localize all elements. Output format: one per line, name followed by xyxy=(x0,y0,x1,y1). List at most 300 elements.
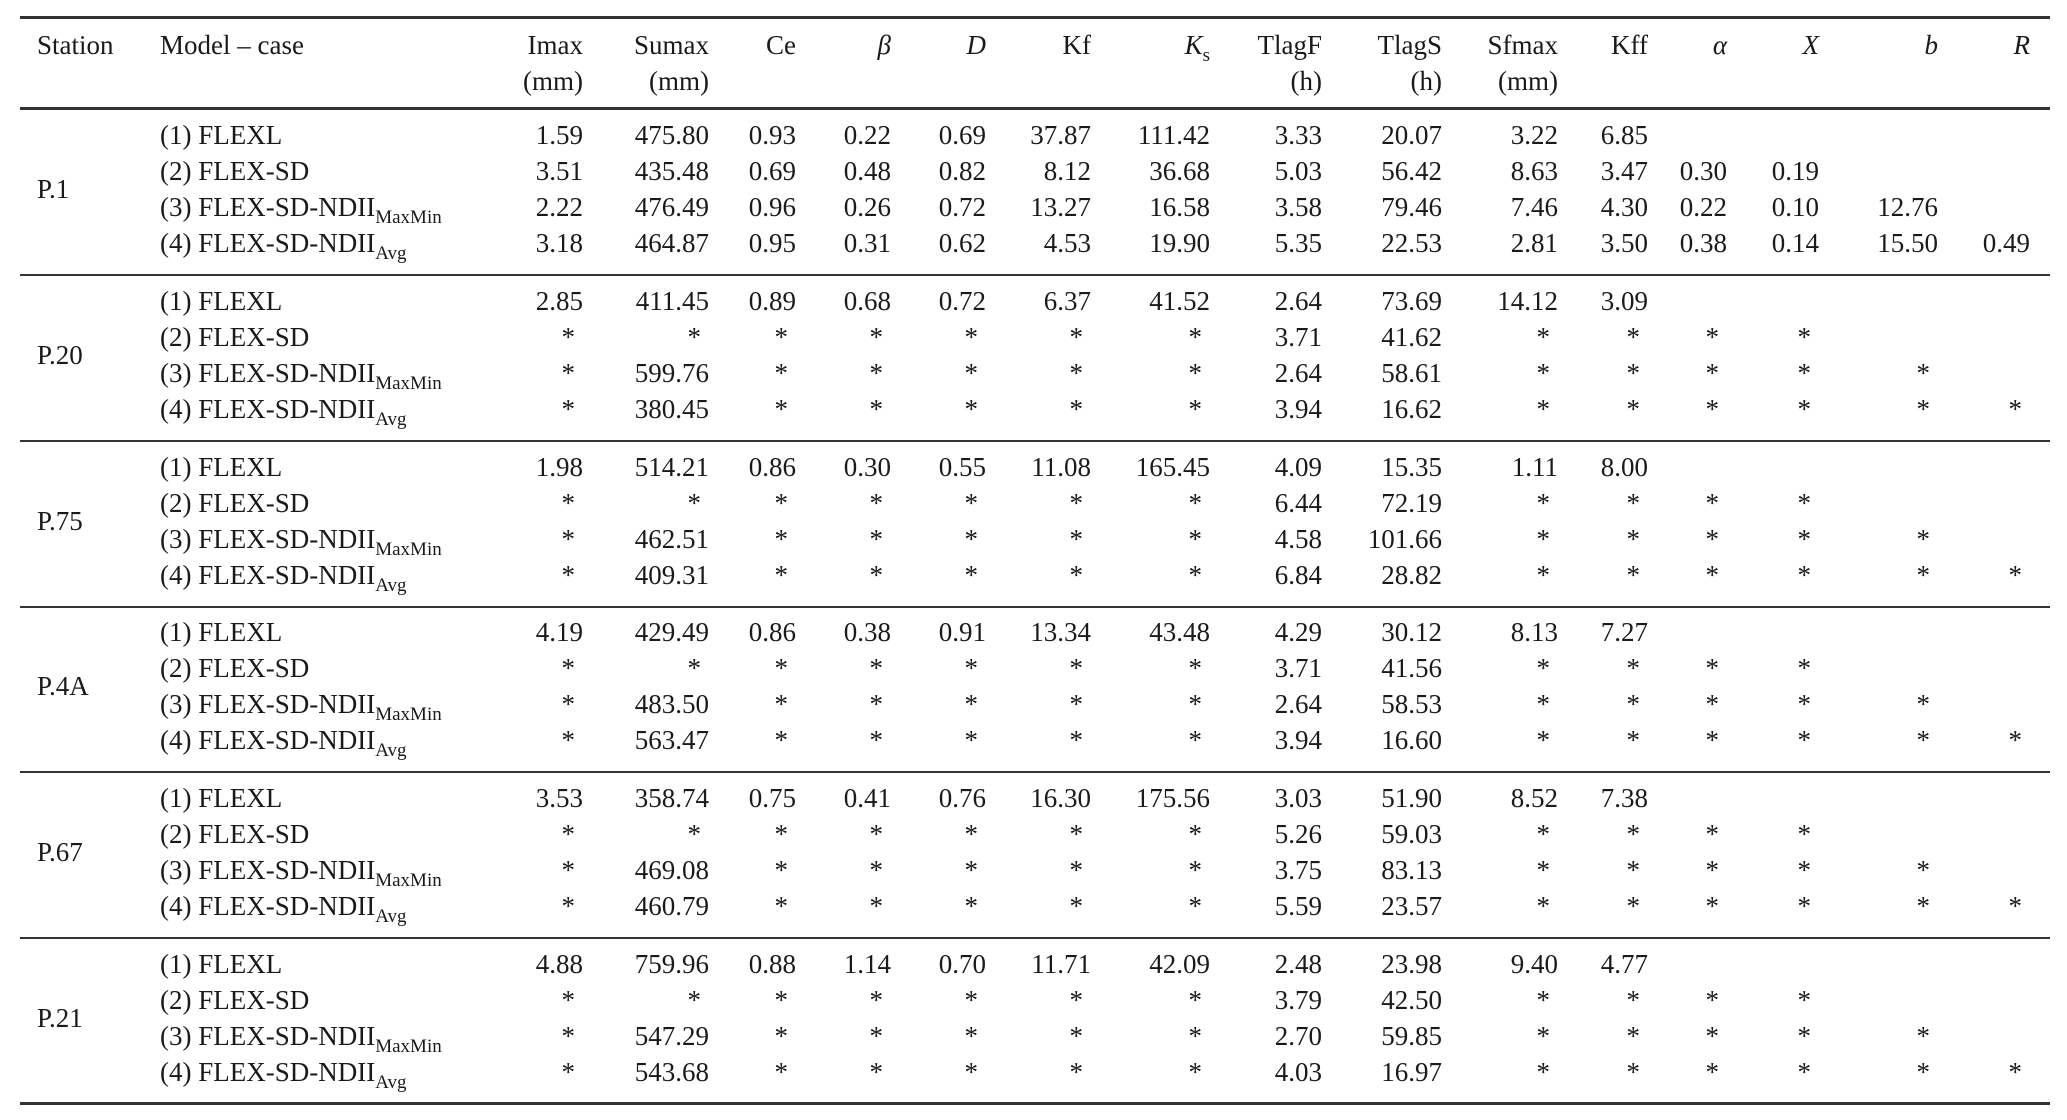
station-label: P.1 xyxy=(37,174,70,204)
table-cell-d: * xyxy=(964,488,978,518)
table-cell-kff: 3.47 xyxy=(1600,156,1648,186)
table-cell-ks: * xyxy=(1188,725,1202,755)
table-cell-alpha: * xyxy=(1705,653,1719,683)
table-cell-r: * xyxy=(2008,891,2022,921)
table-cell-tlagf: 5.03 xyxy=(1274,156,1322,186)
table-cell-sfmax: * xyxy=(1536,891,1550,921)
table-cell-kff: * xyxy=(1626,985,1640,1015)
table-cell-sumax: 429.49 xyxy=(634,617,709,647)
table-cell-d: * xyxy=(964,560,978,590)
model-subscript: MaxMin xyxy=(375,373,442,394)
model-case-label xyxy=(160,1018,442,1057)
table-cell-tlags: 23.98 xyxy=(1381,949,1442,979)
table-cell-b: * xyxy=(1916,524,1930,554)
table-cell-beta: 0.41 xyxy=(843,783,891,813)
table-cell-tlagf: 5.35 xyxy=(1274,228,1322,258)
table-cell-beta: * xyxy=(869,985,883,1015)
table-cell-kf: * xyxy=(1069,1057,1083,1087)
model-name: (2) FLEX-SD xyxy=(160,488,310,518)
model-case-label xyxy=(160,686,442,725)
table-cell-beta: 0.48 xyxy=(843,156,891,186)
table-cell-b: * xyxy=(1916,394,1930,424)
table-cell-kf: * xyxy=(1069,394,1083,424)
table-cell-sfmax: * xyxy=(1536,322,1550,352)
table-cell-tlagf: 5.26 xyxy=(1274,819,1322,849)
model-case-label xyxy=(160,283,282,319)
table-cell-d: * xyxy=(964,819,978,849)
table-cell-ce: * xyxy=(774,394,788,424)
top-rule xyxy=(20,16,2050,19)
table-cell-r: * xyxy=(2008,725,2022,755)
table-cell-ks: * xyxy=(1188,322,1202,352)
table-cell-ks: * xyxy=(1188,985,1202,1015)
table-cell-tlagf: 2.64 xyxy=(1274,358,1322,388)
table-cell-sumax: * xyxy=(687,488,701,518)
table-cell-alpha: * xyxy=(1705,985,1719,1015)
table-cell-alpha: * xyxy=(1705,1057,1719,1087)
table-cell-ks: 16.58 xyxy=(1149,192,1210,222)
table-cell-imax: * xyxy=(561,524,575,554)
table-cell-tlagf: 3.03 xyxy=(1274,783,1322,813)
table-cell-beta: 0.31 xyxy=(843,228,891,258)
table-cell-tlagf: 3.71 xyxy=(1274,322,1322,352)
table-cell-tlags: 79.46 xyxy=(1381,192,1442,222)
table-cell-d: * xyxy=(964,653,978,683)
table-cell-ce: * xyxy=(774,358,788,388)
table-cell-kff: 8.00 xyxy=(1600,452,1648,482)
table-cell-ce: 0.88 xyxy=(748,949,796,979)
table-cell-sfmax: 8.52 xyxy=(1510,783,1558,813)
table-cell-x: 0.14 xyxy=(1771,228,1819,258)
table-cell-kff: 7.38 xyxy=(1600,783,1648,813)
table-cell-sumax: 563.47 xyxy=(634,725,709,755)
table-cell-b: 12.76 xyxy=(1877,192,1938,222)
model-name: (2) FLEX-SD xyxy=(160,653,310,683)
table-cell-d: 0.72 xyxy=(938,286,986,316)
table-cell-ce: * xyxy=(774,689,788,719)
model-case-label xyxy=(160,722,407,761)
table-cell-ks: * xyxy=(1188,524,1202,554)
table-cell-tlags: 22.53 xyxy=(1381,228,1442,258)
header-tlagf xyxy=(1192,27,1322,99)
table-cell-r: * xyxy=(2008,1057,2022,1087)
model-name: (1) FLEXL xyxy=(160,286,283,316)
table-cell-ce: 0.86 xyxy=(748,452,796,482)
table-cell-d: * xyxy=(964,394,978,424)
table-cell-imax: * xyxy=(561,1057,575,1087)
table-cell-sfmax: * xyxy=(1536,855,1550,885)
table-cell-tlagf: 6.84 xyxy=(1274,560,1322,590)
table-cell-sumax: 411.45 xyxy=(635,286,709,316)
header-rule xyxy=(20,107,2050,110)
table-cell-kff: * xyxy=(1626,394,1640,424)
table-cell-sfmax: * xyxy=(1536,488,1550,518)
table-cell-kff: 4.77 xyxy=(1600,949,1648,979)
table-cell-beta: * xyxy=(869,358,883,388)
table-cell-tlags: 41.56 xyxy=(1381,653,1442,683)
group-rule xyxy=(20,937,2050,939)
table-cell-d: * xyxy=(964,524,978,554)
table-cell-ce: 0.69 xyxy=(748,156,796,186)
model-name: (2) FLEX-SD xyxy=(160,322,310,352)
table-cell-beta: * xyxy=(869,524,883,554)
table-cell-sfmax: 3.22 xyxy=(1510,120,1558,150)
table-cell-b: * xyxy=(1916,358,1930,388)
table-cell-sumax: 435.48 xyxy=(634,156,709,186)
table-cell-beta: 0.30 xyxy=(843,452,891,482)
table-cell-tlags: 101.66 xyxy=(1367,524,1442,554)
header-x xyxy=(1689,27,1819,63)
table-cell-ks: * xyxy=(1188,1057,1202,1087)
table-cell-tlags: 23.57 xyxy=(1381,891,1442,921)
header-station: Station xyxy=(37,30,114,60)
table-cell-imax: * xyxy=(561,488,575,518)
table-cell-d: * xyxy=(964,855,978,885)
table-cell-kf: * xyxy=(1069,891,1083,921)
table-cell-alpha: * xyxy=(1705,855,1719,885)
model-case-label xyxy=(160,355,442,394)
table-cell-tlagf: 3.94 xyxy=(1274,725,1322,755)
model-name: (4) FLEX-SD-NDII xyxy=(160,560,376,590)
table-cell-b: * xyxy=(1916,689,1930,719)
table-cell-b: * xyxy=(1916,1021,1930,1051)
table-cell-tlagf: 3.71 xyxy=(1274,653,1322,683)
table-cell-sfmax: 7.46 xyxy=(1510,192,1558,222)
table-cell-x: * xyxy=(1797,524,1811,554)
table-cell-alpha: * xyxy=(1705,358,1719,388)
model-case-label xyxy=(160,946,282,982)
table-cell-kf: * xyxy=(1069,1021,1083,1051)
station-label: P.75 xyxy=(37,506,83,536)
table-cell-ce: * xyxy=(774,524,788,554)
group-rule xyxy=(20,771,2050,773)
table-cell-x: * xyxy=(1797,653,1811,683)
table-cell-tlagf: 3.33 xyxy=(1274,120,1322,150)
table-cell-d: 0.72 xyxy=(938,192,986,222)
table-cell-tlags: 58.53 xyxy=(1381,689,1442,719)
model-subscript: Avg xyxy=(375,906,407,927)
model-name: (1) FLEXL xyxy=(160,617,283,647)
model-name: (3) FLEX-SD-NDII xyxy=(160,524,376,554)
table-cell-kf: 13.27 xyxy=(1030,192,1091,222)
table-cell-sfmax: * xyxy=(1536,394,1550,424)
model-case-label xyxy=(160,852,442,891)
table-cell-tlags: 59.85 xyxy=(1381,1021,1442,1051)
table-cell-alpha: 0.22 xyxy=(1679,192,1727,222)
table-cell-imax: 3.18 xyxy=(535,228,583,258)
table-cell-ce: * xyxy=(774,322,788,352)
table-cell-sfmax: * xyxy=(1536,653,1550,683)
table-cell-tlags: 83.13 xyxy=(1381,855,1442,885)
table-cell-sfmax: * xyxy=(1536,358,1550,388)
model-case-label xyxy=(160,319,309,355)
table-cell-ks: 36.68 xyxy=(1149,156,1210,186)
table-cell-tlagf: 3.75 xyxy=(1274,855,1322,885)
table-cell-sfmax: 1.11 xyxy=(1511,452,1558,482)
table-cell-kff: * xyxy=(1626,891,1640,921)
table-cell-x: * xyxy=(1797,322,1811,352)
header-tlagf-unit: (h) xyxy=(1290,66,1322,96)
table-cell-sfmax: * xyxy=(1536,560,1550,590)
table-cell-kff: * xyxy=(1626,855,1640,885)
table-cell-kf: 13.34 xyxy=(1030,617,1091,647)
header-imax-label: Imax xyxy=(527,30,583,60)
table-cell-sumax: 475.80 xyxy=(634,120,709,150)
table-cell-ce: * xyxy=(774,985,788,1015)
table-cell-beta: * xyxy=(869,322,883,352)
group-rule xyxy=(20,440,2050,442)
table-cell-tlags: 59.03 xyxy=(1381,819,1442,849)
model-name: (2) FLEX-SD xyxy=(160,156,310,186)
table-cell-ks: * xyxy=(1188,689,1202,719)
table-cell-ks: * xyxy=(1188,560,1202,590)
header-kf xyxy=(961,27,1091,63)
table-cell-tlags: 16.97 xyxy=(1381,1057,1442,1087)
table-cell-ce: 0.95 xyxy=(748,228,796,258)
table-cell-x: * xyxy=(1797,1057,1811,1087)
table-cell-beta: 0.68 xyxy=(843,286,891,316)
header-ks-subscript: s xyxy=(1202,45,1210,66)
table-cell-kf: * xyxy=(1069,524,1083,554)
table-cell-imax: * xyxy=(561,322,575,352)
table-cell-kf: 11.08 xyxy=(1031,452,1091,482)
table-cell-ce: 0.96 xyxy=(748,192,796,222)
table-cell-kf: 8.12 xyxy=(1043,156,1091,186)
table-cell-beta: * xyxy=(869,855,883,885)
model-name: (1) FLEXL xyxy=(160,120,283,150)
table-cell-d: * xyxy=(964,891,978,921)
table-cell-ce: * xyxy=(774,725,788,755)
table-cell-sumax: 380.45 xyxy=(634,394,709,424)
header-ce-label: Ce xyxy=(766,30,796,60)
model-case-label xyxy=(160,1054,407,1093)
table-cell-imax: * xyxy=(561,560,575,590)
table-cell-kff: * xyxy=(1626,488,1640,518)
model-name: (1) FLEXL xyxy=(160,783,283,813)
table-cell-sfmax: 8.63 xyxy=(1510,156,1558,186)
table-cell-sumax: * xyxy=(687,819,701,849)
table-cell-kf: 11.71 xyxy=(1031,949,1091,979)
table-cell-kff: * xyxy=(1626,322,1640,352)
table-cell-ce: * xyxy=(774,855,788,885)
model-name: (1) FLEXL xyxy=(160,452,283,482)
table-cell-ks: * xyxy=(1188,1021,1202,1051)
table-cell-x: * xyxy=(1797,1021,1811,1051)
header-beta-label: β xyxy=(877,30,891,60)
table-cell-kf: * xyxy=(1069,560,1083,590)
table-cell-tlags: 56.42 xyxy=(1381,156,1442,186)
table-cell-x: * xyxy=(1797,725,1811,755)
table-cell-x: * xyxy=(1797,819,1811,849)
table-cell-d: * xyxy=(964,358,978,388)
table-cell-beta: 0.38 xyxy=(843,617,891,647)
table-cell-x: * xyxy=(1797,394,1811,424)
model-name: (3) FLEX-SD-NDII xyxy=(160,1021,376,1051)
table-cell-sumax: 409.31 xyxy=(634,560,709,590)
model-subscript: Avg xyxy=(375,740,407,761)
table-cell-sfmax: * xyxy=(1536,725,1550,755)
table-cell-alpha: * xyxy=(1705,394,1719,424)
table-cell-tlags: 15.35 xyxy=(1381,452,1442,482)
table-cell-ce: * xyxy=(774,819,788,849)
table-cell-sfmax: * xyxy=(1536,1057,1550,1087)
table-cell-ce: * xyxy=(774,560,788,590)
table-cell-sfmax: * xyxy=(1536,985,1550,1015)
model-subscript: Avg xyxy=(375,575,407,596)
table-cell-alpha: 0.38 xyxy=(1679,228,1727,258)
table-cell-kf: 4.53 xyxy=(1043,228,1091,258)
table-cell-beta: 1.14 xyxy=(843,949,891,979)
model-name: (3) FLEX-SD-NDII xyxy=(160,358,376,388)
table-cell-sfmax: * xyxy=(1536,1021,1550,1051)
model-name: (3) FLEX-SD-NDII xyxy=(160,855,376,885)
model-subscript: MaxMin xyxy=(375,1036,442,1057)
table-cell-alpha: * xyxy=(1705,560,1719,590)
table-cell-tlags: 72.19 xyxy=(1381,488,1442,518)
table-cell-beta: * xyxy=(869,488,883,518)
model-name: (2) FLEX-SD xyxy=(160,985,310,1015)
header-sfmax-unit: (mm) xyxy=(1498,66,1558,96)
header-sumax-unit: (mm) xyxy=(649,66,709,96)
table-cell-d: * xyxy=(964,322,978,352)
table-cell-sumax: 460.79 xyxy=(634,891,709,921)
table-cell-sfmax: 14.12 xyxy=(1497,286,1558,316)
table-cell-r: 0.49 xyxy=(1982,228,2030,258)
table-cell-r: * xyxy=(2008,560,2022,590)
table-cell-kff: * xyxy=(1626,524,1640,554)
table-cell-imax: * xyxy=(561,855,575,885)
table-cell-imax: 3.51 xyxy=(535,156,583,186)
model-case-label xyxy=(160,614,282,650)
model-case-label xyxy=(160,521,442,560)
model-name: (4) FLEX-SD-NDII xyxy=(160,228,376,258)
header-sumax-label: Sumax xyxy=(633,30,709,60)
table-cell-kff: * xyxy=(1626,560,1640,590)
table-cell-ce: 0.93 xyxy=(748,120,796,150)
table-cell-kf: * xyxy=(1069,653,1083,683)
model-subscript: MaxMin xyxy=(375,207,442,228)
table-cell-imax: 1.98 xyxy=(535,452,583,482)
model-case-label xyxy=(160,449,282,485)
model-case-label xyxy=(160,391,407,430)
table-cell-x: * xyxy=(1797,560,1811,590)
table-cell-tlagf: 2.70 xyxy=(1274,1021,1322,1051)
table-cell-sumax: 476.49 xyxy=(634,192,709,222)
model-name: (1) FLEXL xyxy=(160,949,283,979)
table-cell-tlags: 16.60 xyxy=(1381,725,1442,755)
table-cell-beta: * xyxy=(869,689,883,719)
table-cell-tlagf: 2.64 xyxy=(1274,689,1322,719)
table-cell-ks: 175.56 xyxy=(1135,783,1210,813)
table-cell-sfmax: * xyxy=(1536,689,1550,719)
table-cell-kff: 3.50 xyxy=(1600,228,1648,258)
table-cell-ce: 0.86 xyxy=(748,617,796,647)
table-cell-imax: * xyxy=(561,725,575,755)
table-cell-x: 0.19 xyxy=(1771,156,1819,186)
model-case-label xyxy=(160,153,309,189)
table-cell-tlagf: 6.44 xyxy=(1274,488,1322,518)
table-cell-imax: * xyxy=(561,689,575,719)
table-cell-sumax: 514.21 xyxy=(634,452,709,482)
table-cell-tlagf: 3.79 xyxy=(1274,985,1322,1015)
header-r-label: R xyxy=(2013,30,2030,60)
model-case-label xyxy=(160,888,407,927)
table-cell-alpha: * xyxy=(1705,725,1719,755)
table-cell-tlagf: 2.48 xyxy=(1274,949,1322,979)
table-cell-sfmax: * xyxy=(1536,819,1550,849)
table-cell-tlags: 51.90 xyxy=(1381,783,1442,813)
model-case-label xyxy=(160,982,309,1018)
table-cell-ce: * xyxy=(774,1021,788,1051)
model-subscript: Avg xyxy=(375,1072,407,1093)
table-cell-imax: * xyxy=(561,653,575,683)
header-b-label: b xyxy=(1924,30,1938,60)
table-cell-x: * xyxy=(1797,855,1811,885)
model-name: (3) FLEX-SD-NDII xyxy=(160,689,376,719)
table-cell-tlags: 58.61 xyxy=(1381,358,1442,388)
table-cell-r: * xyxy=(2008,394,2022,424)
table-cell-beta: * xyxy=(869,1057,883,1087)
table-cell-imax: 1.59 xyxy=(535,120,583,150)
table-cell-tlags: 42.50 xyxy=(1381,985,1442,1015)
table-cell-sumax: 599.76 xyxy=(634,358,709,388)
table-cell-d: * xyxy=(964,725,978,755)
table-cell-tlags: 16.62 xyxy=(1381,394,1442,424)
table-cell-alpha: * xyxy=(1705,891,1719,921)
group-rule xyxy=(20,1102,2050,1105)
header-tlags-label: TlagS xyxy=(1377,30,1442,60)
table-cell-ks: * xyxy=(1188,891,1202,921)
table-cell-ce: * xyxy=(774,488,788,518)
table-cell-tlagf: 5.59 xyxy=(1274,891,1322,921)
table-cell-b: * xyxy=(1916,560,1930,590)
table-cell-ce: 0.89 xyxy=(748,286,796,316)
station-label: P.21 xyxy=(37,1003,83,1033)
header-r xyxy=(1900,27,2030,63)
table-cell-imax: * xyxy=(561,985,575,1015)
table-cell-tlagf: 4.03 xyxy=(1274,1057,1322,1087)
table-cell-ks: 19.90 xyxy=(1149,228,1210,258)
table-cell-d: 0.70 xyxy=(938,949,986,979)
table-cell-d: 0.55 xyxy=(938,452,986,482)
table-cell-tlags: 41.62 xyxy=(1381,322,1442,352)
table-cell-kf: 16.30 xyxy=(1030,783,1091,813)
table-cell-kf: 37.87 xyxy=(1030,120,1091,150)
table-cell-alpha: * xyxy=(1705,819,1719,849)
table-cell-tlagf: 4.09 xyxy=(1274,452,1322,482)
table-cell-tlags: 28.82 xyxy=(1381,560,1442,590)
table-cell-kff: * xyxy=(1626,689,1640,719)
station-label: P.4A xyxy=(37,671,89,701)
table-cell-sumax: 759.96 xyxy=(634,949,709,979)
header-kf-label: Kf xyxy=(1062,30,1091,60)
table-cell-kf: * xyxy=(1069,488,1083,518)
header-x-label: X xyxy=(1802,30,1819,60)
table-cell-b: * xyxy=(1916,725,1930,755)
table-cell-ks: 43.48 xyxy=(1149,617,1210,647)
model-subscript: Avg xyxy=(375,243,407,264)
table-cell-sumax: 358.74 xyxy=(634,783,709,813)
model-name: (4) FLEX-SD-NDII xyxy=(160,394,376,424)
table-cell-beta: * xyxy=(869,560,883,590)
table-cell-kff: 4.30 xyxy=(1600,192,1648,222)
table-cell-kff: * xyxy=(1626,653,1640,683)
table-cell-imax: * xyxy=(561,358,575,388)
table-cell-kff: 7.27 xyxy=(1600,617,1648,647)
table-cell-ks: * xyxy=(1188,358,1202,388)
table-cell-kf: * xyxy=(1069,985,1083,1015)
table-cell-imax: * xyxy=(561,1021,575,1051)
